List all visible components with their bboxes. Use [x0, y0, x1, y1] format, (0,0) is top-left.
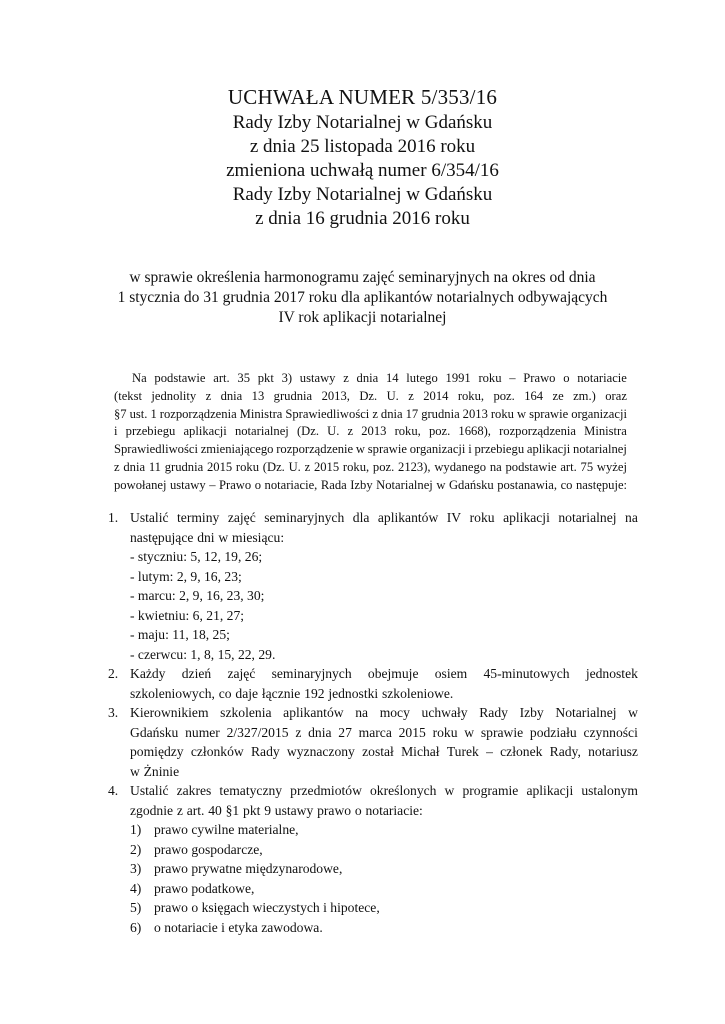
item-line: zgodnie z art. 40 §1 pkt 9 ustawy prawo o notariacie:	[130, 802, 423, 818]
schedule-month: - marcu: 2, 9, 16, 23, 30;	[130, 588, 265, 603]
schedule-month: - styczniu: 5, 12, 19, 26;	[130, 549, 263, 564]
subject-area-number: 6)	[130, 919, 142, 935]
item-number: 3.	[108, 705, 119, 720]
header-line: zmieniona uchwałą numer 6/354/16	[226, 160, 499, 181]
paragraph-line: Na podstawie art. 35 pkt 3) ustawy z dnia 14 lutego 1991 roku – Prawo o notariacie	[132, 371, 627, 385]
item-line: Ustalić terminy zajęć seminaryjnych dla aplikantów IV roku aplikacji notarialnej na	[130, 510, 638, 525]
subject-area-text: o notariacie i etyka zawodowa.	[154, 919, 323, 935]
list-item	[108, 703, 638, 781]
list-item	[108, 781, 638, 937]
subject-area-text: prawo o księgach wieczystych i hipotece,	[154, 900, 380, 915]
resolution-title: UCHWAŁA NUMER 5/353/16	[227, 85, 498, 109]
paragraph-line: i przebiegu aplikacji notarialnej (Dz. U. z 2013 roku, poz. 1668), rozporządzenia Ministra	[114, 424, 627, 439]
list-item	[108, 664, 638, 703]
item-number: 1.	[108, 510, 119, 525]
subject-area-number: 4)	[130, 880, 142, 896]
subject-area-item	[130, 840, 638, 860]
resolution-subject	[60, 268, 665, 328]
subject-area-item	[130, 879, 638, 899]
header-line: z dnia 25 listopada 2016 roku	[249, 136, 476, 157]
header-line: z dnia 16 grudnia 2016 roku	[255, 208, 470, 229]
paragraph-line: §7 ust. 1 rozporządzenia Ministra Sprawiedliwości z dnia 17 grudnia 2013 roku w sprawie organizacji	[114, 406, 627, 421]
subject-area-number: 5)	[130, 900, 142, 915]
paragraph-line: Sprawiedliwości zmieniającego rozporządzenie w sprawie organizacji i przebiegu aplikacji notarialnej	[114, 442, 627, 457]
legal-basis-paragraph	[114, 370, 627, 495]
schedule-month: - lutym: 2, 9, 16, 23;	[130, 568, 242, 584]
resolution-header	[0, 84, 725, 231]
item-line: Gdańsku numer 2/327/2015 z dnia 27 marca 2015 roku w sprawie podziału czynności	[130, 724, 638, 740]
item-number: 4.	[108, 783, 119, 798]
item-line: w Żninie	[130, 763, 180, 779]
paragraph-line: (tekst jednolity z dnia 13 grudnia 2013, Dz. U. z 2014 roku, poz. 164 ze zm.) oraz	[114, 388, 627, 403]
subject-area-text: prawo podatkowe,	[154, 880, 255, 896]
subject-line: w sprawie określenia harmonogramu zajęć seminaryjnych na okres od dnia	[129, 269, 596, 286]
subject-area-text: prawo cywilne materialne,	[154, 822, 299, 837]
item-line: Ustalić zakres tematyczny przedmiotów określonych w programie aplikacji ustalonym	[130, 783, 638, 798]
paragraph-line: z dnia 11 grudnia 2015 roku (Dz. U. z 2015 roku, poz. 2123), wydanego na podstawie art. 75 wyżej	[114, 459, 627, 474]
header-line: Rady Izby Notarialnej w Gdańsku	[232, 112, 493, 133]
subject-area-number: 3)	[130, 861, 142, 876]
schedule-month: - kwietniu: 6, 21, 27;	[130, 607, 245, 623]
item-line: Kierownikiem szkolenia aplikantów na mocy uchwały Rady Izby Notarialnej w	[130, 705, 638, 720]
schedule-month: - czerwcu: 1, 8, 15, 22, 29.	[130, 646, 276, 662]
resolution-provisions	[108, 508, 638, 937]
list-item	[108, 508, 638, 664]
item-line: pomiędzy członków Rady wyznaczony został Michał Turek – członek Rady, notariusz	[130, 744, 638, 759]
header-line: Rady Izby Notarialnej w Gdańsku	[232, 184, 493, 205]
subject-area-item	[130, 898, 638, 918]
item-line: następujące dni w miesiącu:	[130, 529, 285, 545]
subject-area-number: 1)	[130, 822, 142, 837]
subject-area-text: prawo prywatne międzynarodowe,	[154, 861, 343, 876]
subject-area-item	[130, 918, 638, 938]
paragraph-line: powołanej ustawy – Prawo o notariacie, Rada Izby Notarialnej w Gdańsku postanawia, co następuje:	[114, 477, 628, 492]
item-line: Każdy dzień zajęć seminaryjnych obejmuje osiem 45-minutowych jednostek	[130, 666, 638, 681]
item-line: szkoleniowych, co daje łącznie 192 jednostki szkoleniowe.	[130, 685, 454, 701]
subject-area-item	[130, 820, 638, 840]
subject-line: IV rok aplikacji notarialnej	[278, 309, 447, 326]
subject-line: 1 stycznia do 31 grudnia 2017 roku dla aplikantów notarialnych odbywających	[117, 289, 608, 306]
subject-area-text: prawo gospodarcze,	[154, 841, 263, 857]
subject-area-number: 2)	[130, 841, 142, 857]
item-number: 2.	[108, 666, 119, 681]
subject-area-item	[130, 859, 638, 879]
schedule-month: - maju: 11, 18, 25;	[130, 627, 230, 642]
